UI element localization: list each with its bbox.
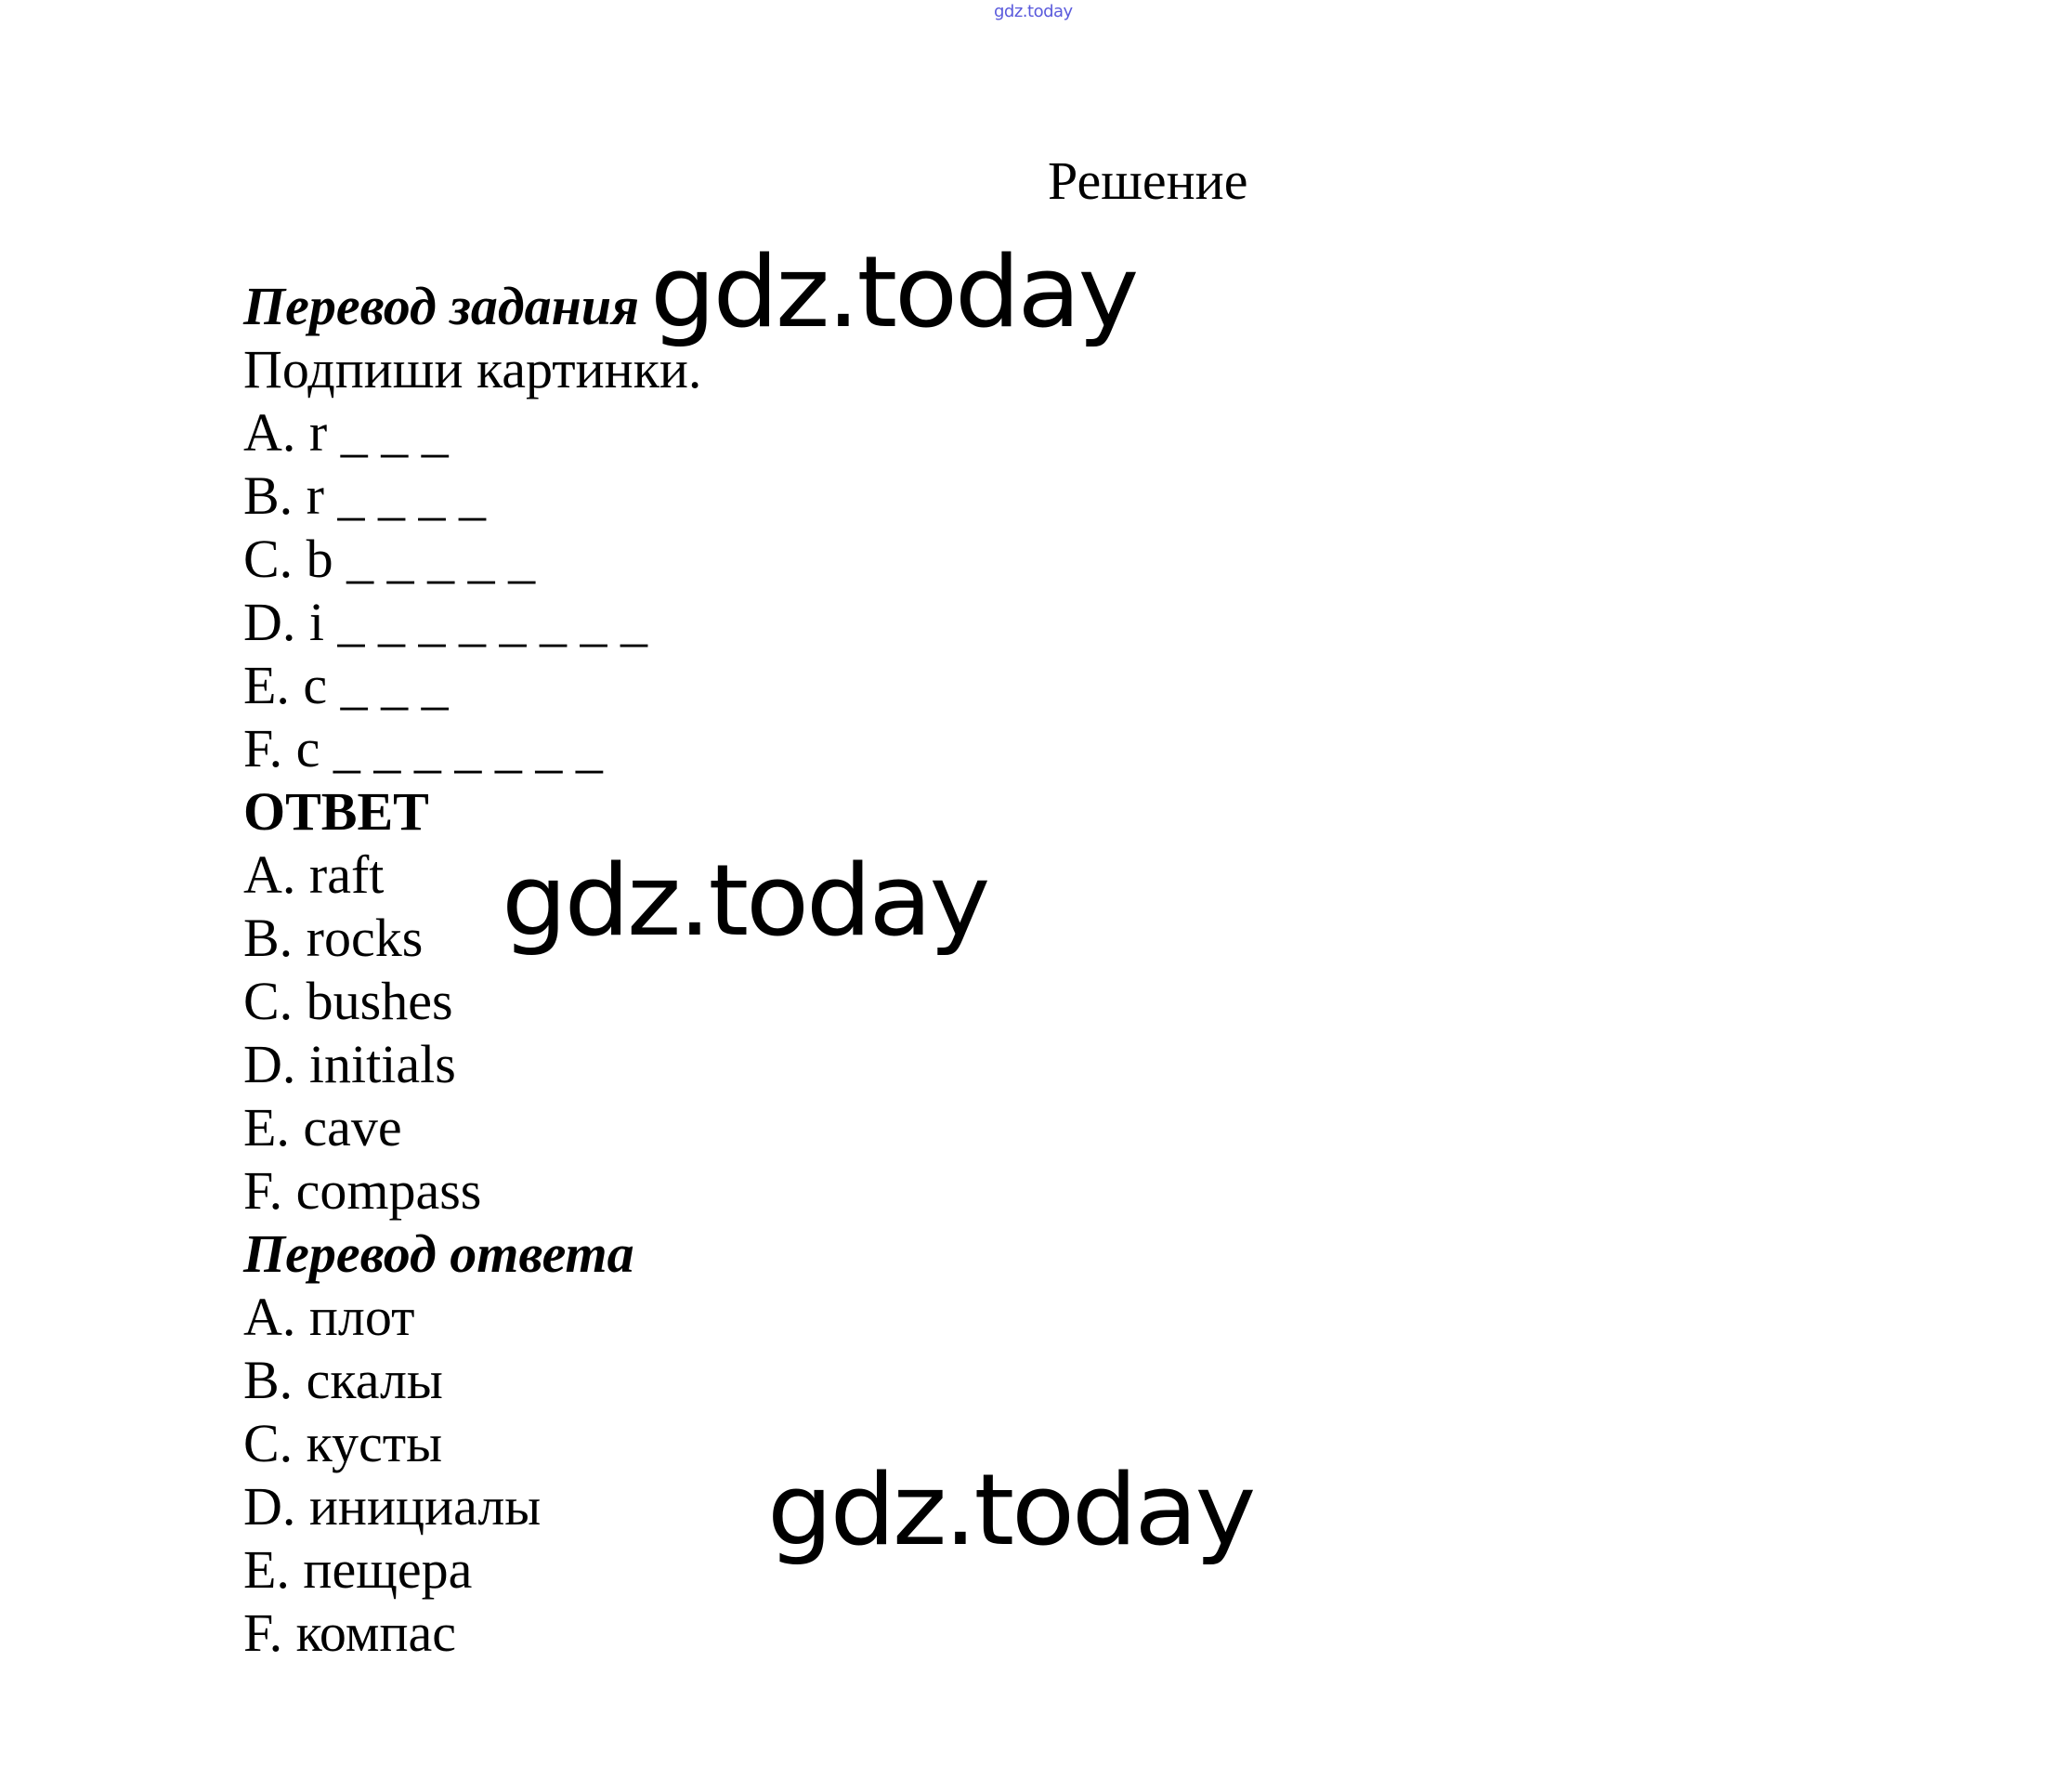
answer-title: ОТВЕТ: [243, 781, 429, 842]
answer-item: A. raft: [243, 844, 385, 905]
answer-item: F. compass: [243, 1160, 482, 1221]
task-item: C. b _ _ _ _ _: [243, 529, 536, 589]
answer-item: B. rocks: [243, 908, 424, 968]
top-watermark: gdz.today: [994, 2, 1073, 21]
answer-item: E. cave: [243, 1097, 402, 1158]
answer-item: D. initials: [243, 1034, 456, 1094]
translation-item: E. пещера: [243, 1539, 473, 1600]
task-item: A. r _ _ _: [243, 402, 449, 463]
translation-item: D. инициалы: [243, 1476, 542, 1537]
translation-item: B. скалы: [243, 1350, 443, 1410]
task-instruction: Подпиши картинки.: [243, 339, 702, 399]
answer-item: C. bushes: [243, 971, 453, 1031]
watermark: gdz.today: [767, 1453, 1254, 1567]
translation-item: C. кусты: [243, 1413, 443, 1473]
watermark: gdz.today: [502, 844, 988, 958]
page-heading: Решение: [1048, 150, 1248, 211]
watermark: gdz.today: [650, 235, 1137, 349]
translation-item: F. компас: [243, 1602, 456, 1663]
task-item: D. i _ _ _ _ _ _ _ _: [243, 592, 647, 652]
translation-item: A. плот: [243, 1287, 415, 1347]
task-item: E. c _ _ _: [243, 655, 449, 715]
task-translation-title: Перевод задания: [243, 276, 639, 336]
task-item: F. c _ _ _ _ _ _ _: [243, 718, 603, 778]
answer-translation-title: Перевод ответа: [243, 1223, 634, 1284]
task-item: B. r _ _ _ _: [243, 465, 486, 526]
